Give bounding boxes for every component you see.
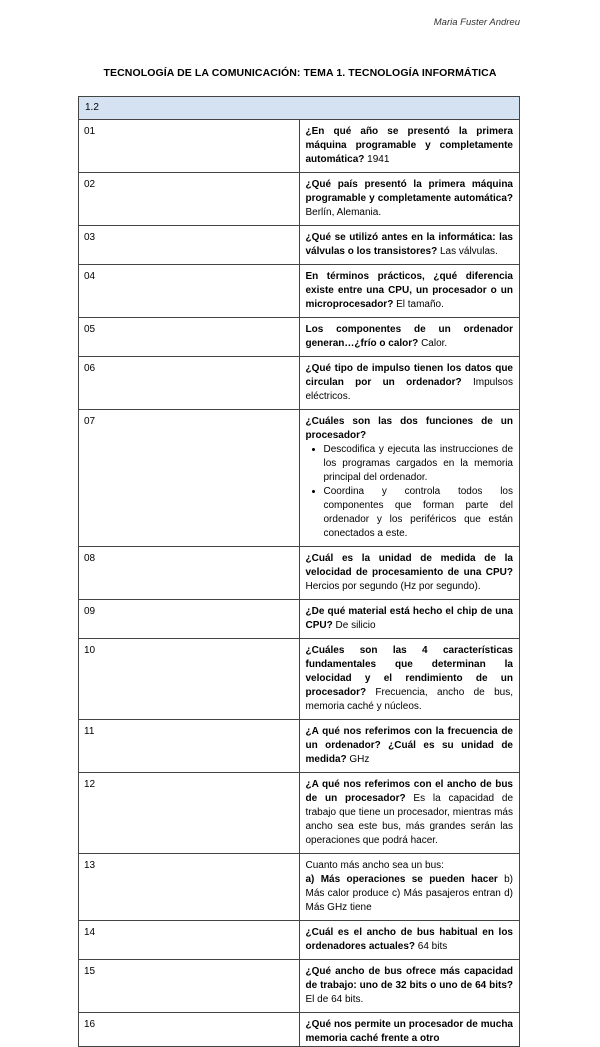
question-number: 04 bbox=[79, 265, 300, 318]
question-number: 01 bbox=[79, 120, 300, 173]
question-cell bbox=[299, 921, 520, 960]
table-row bbox=[79, 773, 520, 854]
question-text: ¿Qué tipo de impulso tienen los datos que circulan por un ordenador? bbox=[305, 363, 513, 388]
question-cell bbox=[299, 720, 520, 773]
answer-text: b) Más calor produce c) Más pasajeros entran d) Más GHz tiene bbox=[305, 874, 514, 913]
table-row bbox=[79, 120, 520, 173]
question-number: 15 bbox=[79, 960, 300, 1013]
question-number: 16 bbox=[79, 1013, 300, 1047]
answer-list bbox=[306, 443, 514, 541]
table-row bbox=[79, 265, 520, 318]
answer-text: GHz bbox=[346, 754, 370, 765]
question-number: 10 bbox=[79, 639, 300, 720]
table-row bbox=[79, 960, 520, 1013]
answer-list-item: • Descodifica y ejecuta las instrucciones de los programas cargados en la memoria principal del ordenador. bbox=[324, 443, 514, 485]
question-text: ¿Qué se utilizó antes en la informática: las válvulas o los transistores? bbox=[305, 232, 513, 257]
table-row bbox=[79, 639, 520, 720]
table-row bbox=[79, 854, 520, 921]
question-text: ¿Qué nos permite un procesador de mucha memoria caché frente a otro bbox=[305, 1019, 513, 1044]
question-cell bbox=[299, 639, 520, 720]
question-text: ¿De qué material está hecho el chip de una CPU? bbox=[305, 606, 513, 631]
question-number: 14 bbox=[79, 921, 300, 960]
table-row bbox=[79, 720, 520, 773]
answer-text: El tamaño. bbox=[393, 299, 444, 310]
answer-text: 1941 bbox=[364, 154, 390, 165]
question-intro: Cuanto más ancho sea un bus: bbox=[305, 860, 444, 871]
answer-text: Calor. bbox=[418, 338, 448, 349]
question-text: ¿Qué país presentó la primera máquina programable y completamente automática? bbox=[305, 179, 513, 204]
answer-text: Es la capacidad de trabajo que tiene un procesador, mientras más ancho sea este bus, más grandes serán las operaciones que podrá hacer. bbox=[305, 793, 514, 846]
section-label: 1.2 bbox=[79, 97, 520, 120]
question-number: 09 bbox=[79, 600, 300, 639]
question-cell bbox=[299, 226, 520, 265]
answer-text: Frecuencia, ancho de bus, memoria caché y núcleos. bbox=[305, 687, 513, 712]
table-row bbox=[79, 318, 520, 357]
table-row bbox=[79, 547, 520, 600]
question-cell bbox=[299, 854, 520, 921]
question-cell bbox=[299, 318, 520, 357]
document-title: TECNOLOGÍA DE LA COMUNICACIÓN: TEMA 1. TECNOLOGÍA INFORMÁTICA bbox=[103, 67, 497, 79]
question-cell bbox=[299, 547, 520, 600]
question-text: a) Más operaciones se pueden hacer bbox=[305, 874, 498, 885]
question-cell bbox=[299, 600, 520, 639]
question-cell bbox=[299, 265, 520, 318]
question-cell bbox=[299, 120, 520, 173]
question-text: ¿Qué ancho de bus ofrece más capacidad de trabajo: uno de 32 bits o uno de 64 bits? bbox=[305, 966, 513, 991]
question-number: 08 bbox=[79, 547, 300, 600]
table-row bbox=[79, 921, 520, 960]
question-number: 11 bbox=[79, 720, 300, 773]
question-number: 05 bbox=[79, 318, 300, 357]
table-row bbox=[79, 1013, 520, 1047]
answer-text: Las válvulas. bbox=[437, 246, 498, 257]
question-number: 07 bbox=[79, 410, 300, 547]
question-cell bbox=[299, 173, 520, 226]
table-row bbox=[79, 226, 520, 265]
question-cell bbox=[299, 1013, 520, 1047]
author-name: Maria Fuster Andreu bbox=[433, 17, 520, 28]
table-row bbox=[79, 410, 520, 547]
question-number: 03 bbox=[79, 226, 300, 265]
question-text: ¿Cuáles son las dos funciones de un procesador? bbox=[305, 416, 513, 441]
answer-text: Berlín, Alemania. bbox=[305, 207, 382, 218]
questions-table bbox=[78, 96, 520, 1047]
question-cell bbox=[299, 410, 520, 547]
answer-text: De silicio bbox=[332, 620, 376, 631]
answer-text: 64 bits bbox=[414, 941, 448, 952]
answer-list-item: • Coordina y controla todos los componentes que forman parte del ordenador y los periféricos que están conectados a este. bbox=[324, 485, 514, 541]
table-row bbox=[79, 357, 520, 410]
question-number: 13 bbox=[79, 854, 300, 921]
question-text: ¿En qué año se presentó la primera máquina programable y completamente automática? bbox=[305, 126, 513, 165]
answer-text: El de 64 bits. bbox=[305, 994, 364, 1005]
question-number: 02 bbox=[79, 173, 300, 226]
question-number: 06 bbox=[79, 357, 300, 410]
question-text: ¿Cuáles son las 4 características fundamentales que determinan la velocidad y el rendimiento de un procesador? bbox=[305, 645, 513, 698]
question-text: ¿Cuál es el ancho de bus habitual en los ordenadores actuales? bbox=[305, 927, 513, 952]
question-text: ¿A qué nos referimos con la frecuencia de un ordenador? ¿Cuál es su unidad de medida? bbox=[305, 726, 513, 765]
table-row bbox=[79, 600, 520, 639]
question-text: En términos prácticos, ¿qué diferencia existe entre una CPU, un procesador o un microprocesador? bbox=[305, 271, 513, 310]
answer-text: Hercios por segundo (Hz por segundo). bbox=[305, 581, 481, 592]
question-cell bbox=[299, 960, 520, 1013]
question-text: ¿A qué nos referimos con el ancho de bus de un procesador? bbox=[305, 779, 513, 804]
question-cell bbox=[299, 357, 520, 410]
question-text: ¿Cuál es la unidad de medida de la velocidad de procesamiento de una CPU? bbox=[305, 553, 513, 578]
answer-text: Impulsos eléctricos. bbox=[305, 377, 513, 402]
question-text: Los componentes de un ordenador generan…¿frío o calor? bbox=[305, 324, 513, 349]
section-header-row bbox=[79, 97, 520, 120]
table-row bbox=[79, 173, 520, 226]
question-cell bbox=[299, 773, 520, 854]
question-number: 12 bbox=[79, 773, 300, 854]
